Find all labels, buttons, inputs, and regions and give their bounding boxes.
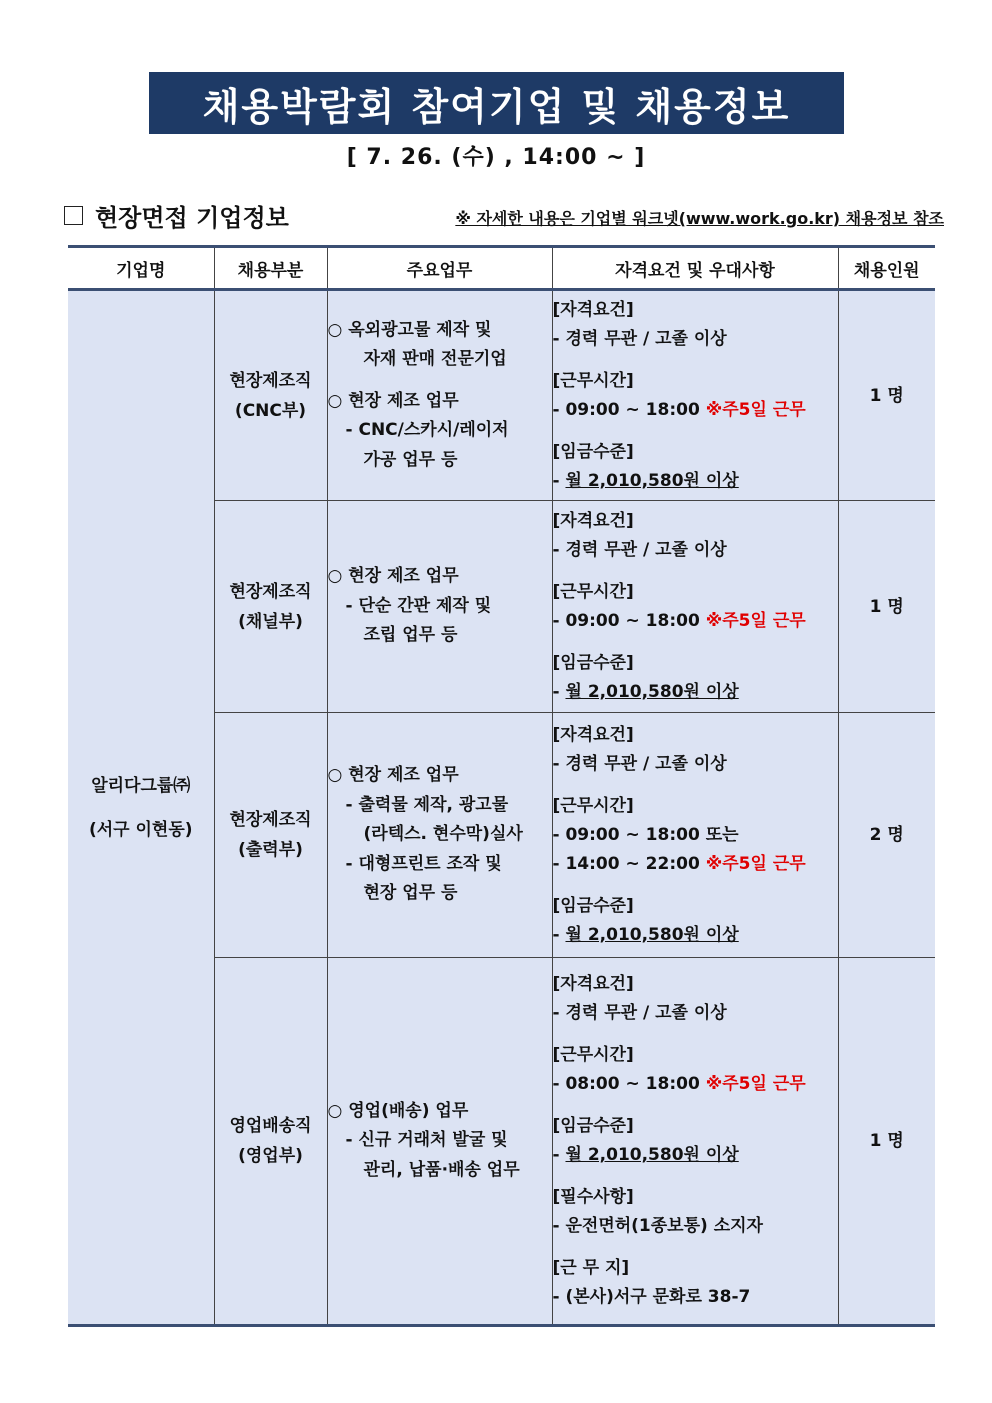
duty-item: 관리, 납품·배송 업무 <box>363 1159 520 1180</box>
headcount-cell: 1 명 <box>838 501 935 713</box>
department-name: 현장제조직 <box>229 810 312 830</box>
workplace-text: - (본사)서구 문화로 38-7 <box>552 1287 751 1307</box>
requirement-heading: [필수사항] <box>552 1187 634 1207</box>
wage-amount: 월 2,010,580원 이상 <box>565 924 739 945</box>
wage-text: - 월 2,010,580원 이상 <box>552 1145 739 1165</box>
page-title: 채용박람회 참여기업 및 채용정보 <box>202 84 791 129</box>
duties-cell <box>327 713 552 958</box>
workplace-heading: [근 무 지] <box>552 1258 630 1278</box>
department-unit: (출력부) <box>238 840 303 860</box>
department-unit: (CNC부) <box>234 400 307 421</box>
duty-item: 가공 업무 등 <box>363 449 458 470</box>
wage-heading: [임금수준] <box>552 1116 634 1136</box>
duty-item: - CNC/스카시/레이저 <box>345 420 509 441</box>
table-header-row <box>68 247 935 290</box>
company-cell <box>68 290 214 1326</box>
hours-text: - 08:00 ~ 18:00 ※주5일 근무 <box>552 1074 806 1094</box>
event-date: [ 7. 26. (수) , 14:00 ~ ] <box>346 145 646 170</box>
qualification-heading: [자격요건] <box>552 299 634 320</box>
headcount-cell: 1 명 <box>838 958 935 1326</box>
hours-heading: [근무시간] <box>552 581 634 602</box>
department-unit: (영업부) <box>238 1146 303 1166</box>
duty-item: ○ 현장 제조 업무 <box>327 566 459 587</box>
department-cell <box>214 290 327 501</box>
duty-item: 자재 판매 전문기업 <box>363 349 507 370</box>
hours-text: - 09:00 ~ 18:00 또는 <box>552 824 739 845</box>
wage-heading: [임금수준] <box>552 895 634 916</box>
header-headcount: 채용인원 <box>838 247 935 290</box>
hours-text: - 09:00 ~ 18:00 ※주5일 근무 <box>552 399 806 420</box>
wage-heading: [임금수준] <box>552 441 634 462</box>
duties-cell <box>327 958 552 1326</box>
department-cell <box>214 713 327 958</box>
duties-cell <box>327 290 552 501</box>
workweek-note: ※주5일 근무 <box>705 399 806 420</box>
qualification-heading: [자격요건] <box>552 724 634 745</box>
duty-item: ○ 현장 제조 업무 <box>327 390 459 411</box>
duty-item: (라텍스. 현수막)실사 <box>363 824 523 845</box>
checkbox-icon <box>64 206 83 225</box>
qualifications-cell <box>552 713 838 958</box>
department-name: 현장제조직 <box>229 370 312 391</box>
duty-item: ○ 현장 제조 업무 <box>327 765 459 786</box>
qualification-text: - 경력 무관 / 고졸 이상 <box>552 1003 727 1023</box>
table-row <box>68 290 935 501</box>
hours-heading: [근무시간] <box>552 795 634 816</box>
duty-item: - 대형프린트 조작 및 <box>345 853 502 874</box>
wage-amount: 월 2,010,580원 이상 <box>565 681 739 702</box>
qualification-heading: [자격요건] <box>552 974 634 994</box>
department-cell <box>214 501 327 713</box>
header-qualifications: 자격요건 및 우대사항 <box>552 247 838 290</box>
wage-text: - 월 2,010,580원 이상 <box>552 681 739 702</box>
department-unit: (채널부) <box>238 611 303 632</box>
requirement-text: - 운전면허(1종보통) 소지자 <box>552 1216 763 1236</box>
company-location: (서구 이현동) <box>88 819 193 840</box>
hours-heading: [근무시간] <box>552 1045 634 1065</box>
qualification-heading: [자격요건] <box>552 510 634 531</box>
department-name: 영업배송직 <box>229 1116 312 1136</box>
wage-amount: 월 2,010,580원 이상 <box>565 1145 739 1165</box>
duty-item: - 신규 거래처 발굴 및 <box>345 1130 508 1151</box>
duty-item: ○ 옥외광고물 제작 및 <box>327 319 492 340</box>
workweek-note: ※주5일 근무 <box>705 853 806 874</box>
qualification-text: - 경력 무관 / 고졸 이상 <box>552 539 727 560</box>
wage-text: - 월 2,010,580원 이상 <box>552 924 739 945</box>
headcount-cell: 1 명 <box>838 290 935 501</box>
wage-text: - 월 2,010,580원 이상 <box>552 470 739 491</box>
company-name: 알리다그룹㈜ <box>91 775 191 796</box>
header-department: 채용부분 <box>214 247 327 290</box>
wage-amount: 월 2,010,580원 이상 <box>565 470 739 491</box>
qualification-text: - 경력 무관 / 고졸 이상 <box>552 328 727 349</box>
qualifications-cell <box>552 958 838 1326</box>
section-title: 현장면접 기업정보 <box>95 204 289 232</box>
qualification-text: - 경력 무관 / 고졸 이상 <box>552 753 727 774</box>
workweek-note: ※주5일 근무 <box>705 1074 806 1094</box>
header-company: 기업명 <box>68 247 214 290</box>
qualifications-cell <box>552 501 838 713</box>
duty-item: - 단순 간판 제작 및 <box>345 595 492 616</box>
qualifications-cell <box>552 290 838 501</box>
duty-item: 현장 업무 등 <box>363 883 458 904</box>
headcount-cell: 2 명 <box>838 713 935 958</box>
duties-cell <box>327 501 552 713</box>
section-heading <box>64 198 289 233</box>
duty-item: ○ 영업(배송) 업무 <box>327 1100 469 1121</box>
reference-note: ※ 자세한 내용은 기업별 워크넷(www.work.go.kr) 채용정보 참조 <box>455 209 944 228</box>
hours-text: - 14:00 ~ 22:00 ※주5일 근무 <box>552 853 806 874</box>
recruitment-table <box>68 245 935 1327</box>
workweek-note: ※주5일 근무 <box>705 610 806 631</box>
header-duties: 주요업무 <box>327 247 552 290</box>
page-title-banner <box>149 72 844 134</box>
duty-item: 조립 업무 등 <box>363 625 458 646</box>
wage-heading: [임금수준] <box>552 652 634 673</box>
hours-text: - 09:00 ~ 18:00 ※주5일 근무 <box>552 610 806 631</box>
duty-item: - 출력물 제작, 광고물 <box>345 794 509 815</box>
department-cell <box>214 958 327 1326</box>
department-name: 현장제조직 <box>229 581 312 602</box>
hours-heading: [근무시간] <box>552 370 634 391</box>
